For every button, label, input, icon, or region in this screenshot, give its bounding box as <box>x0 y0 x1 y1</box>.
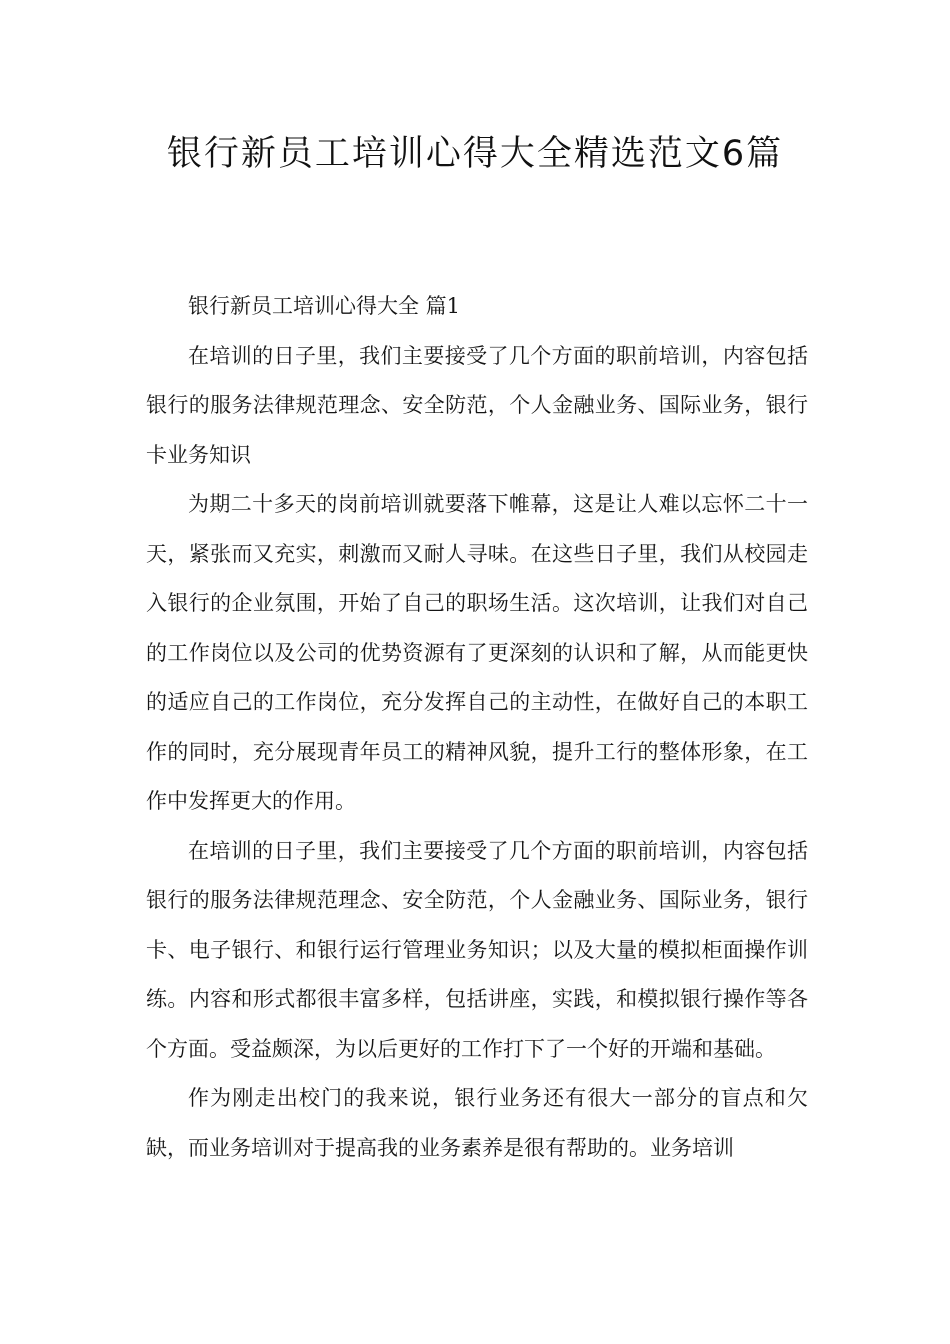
section-heading: 银行新员工培训心得大全 篇1 <box>188 294 461 318</box>
document-title: 银行新员工培训心得大全精选范文6篇 <box>166 134 784 174</box>
paragraph-3: 在培训的日子里，我们主要接受了几个方面的职前培训，内容包括银行的服务法律规范理念、安全防范，个人金融业务、国际业务，银行卡、电子银行、和银行运行管理业务知识；以及大量的模拟柜面操作训练。内容和形式都很丰富多样，包括讲座，实践，和模拟银行操作等各个方面。受益颇深，为以后更好的工作打下了一个好的开端和基础。 <box>146 838 808 1061</box>
paragraph-1: 在培训的日子里，我们主要接受了几个方面的职前培训，内容包括银行的服务法律规范理念、安全防范，个人金融业务、国际业务，银行卡业务知识 <box>146 343 808 467</box>
paragraph-4: 作为刚走出校门的我来说，银行业务还有很大一部分的盲点和欠缺，而业务培训对于提高我的业务素养是很有帮助的。业务培训 <box>146 1086 808 1160</box>
paragraph-2: 为期二十多天的岗前培训就要落下帷幕，这是让人难以忘怀二十一天，紧张而又充实，刺激而又耐人寻味。在这些日子里，我们从校园走入银行的企业氛围，开始了自己的职场生活。这次培训，让我们对自己的工作岗位以及公司的优势资源有了更深刻的认识和了解，从而能更快的适应自己的工作岗位，充分发挥自己的主动性，在做好自己的本职工作的同时，充分展现青年员工的精神风貌，提升工行的整体形象，在工作中发挥更大的作用。 <box>146 492 808 813</box>
document-body <box>146 282 808 1173</box>
